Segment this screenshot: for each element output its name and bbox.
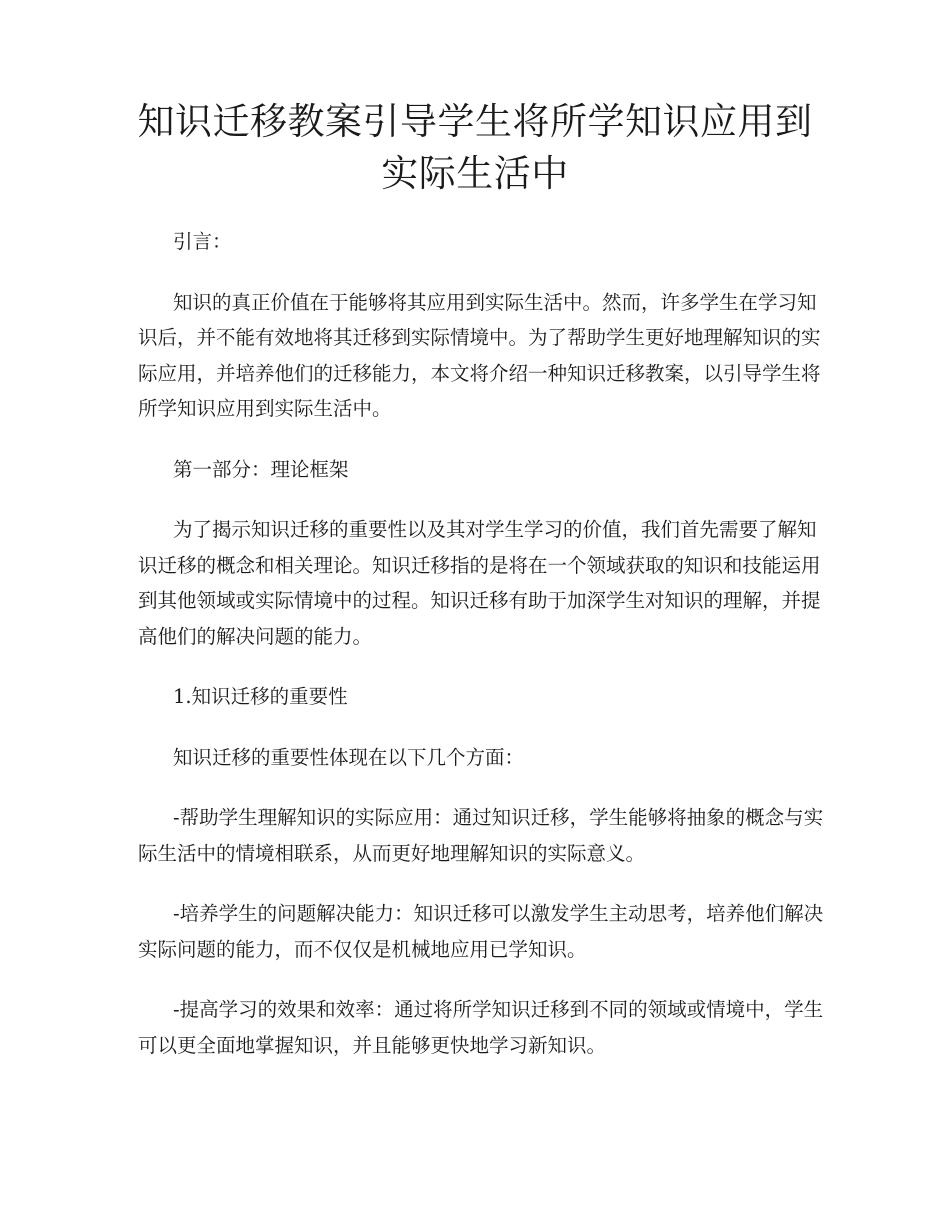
paragraph-theory: 为了揭示知识迁移的重要性以及其对学生学习的价值，我们首先需要了解知识迁移的概念和相关理论。知识迁移指的是将在一个领域获取的知识和技能运用到其他领域或实际情境中的过程。知识迁移有助于加深学生对知识的理解，并提高他们的解决问题的能力。 (138, 518, 821, 648)
paragraph-section-heading: 第一部分：理论框架 (173, 457, 349, 481)
document-title: 知识迁移教案引导学生将所学知识应用到实际生活中 (137, 100, 813, 195)
paragraph-intro-heading: 引言： (173, 230, 232, 253)
paragraph-point-1: -帮助学生理解知识的实际应用：通过知识迁移，学生能够将抽象的概念与实际生活中的情境相联系，从而更好地理解知识的实际意义。 (138, 806, 824, 865)
paragraph-subheading: 1.知识迁移的重要性 (173, 685, 348, 708)
paragraph-point-2: -培养学生的问题解决能力：知识迁移可以激发学生主动思考，培养他们解决实际问题的能力，而不仅仅是机械地应用已学知识。 (138, 902, 824, 961)
paragraph-point-3: -提高学习的效果和效率：通过将所学知识迁移到不同的领域或情境中，学生可以更全面地掌握知识，并且能够更快地学习新知识。 (138, 998, 824, 1057)
paragraph-aspects-intro: 知识迁移的重要性体现在以下几个方面： (173, 745, 525, 769)
document-body (138, 224, 828, 1088)
paragraph-intro: 知识的真正价值在于能够将其应用到实际生活中。然而，许多学生在学习知识后，并不能有效地将其迁移到实际情境中。为了帮助学生更好地理解知识的实际应用，并培养他们的迁移能力，本文将介绍一种知识迁移教案，以引导学生将所学知识应用到实际生活中。 (138, 290, 821, 420)
